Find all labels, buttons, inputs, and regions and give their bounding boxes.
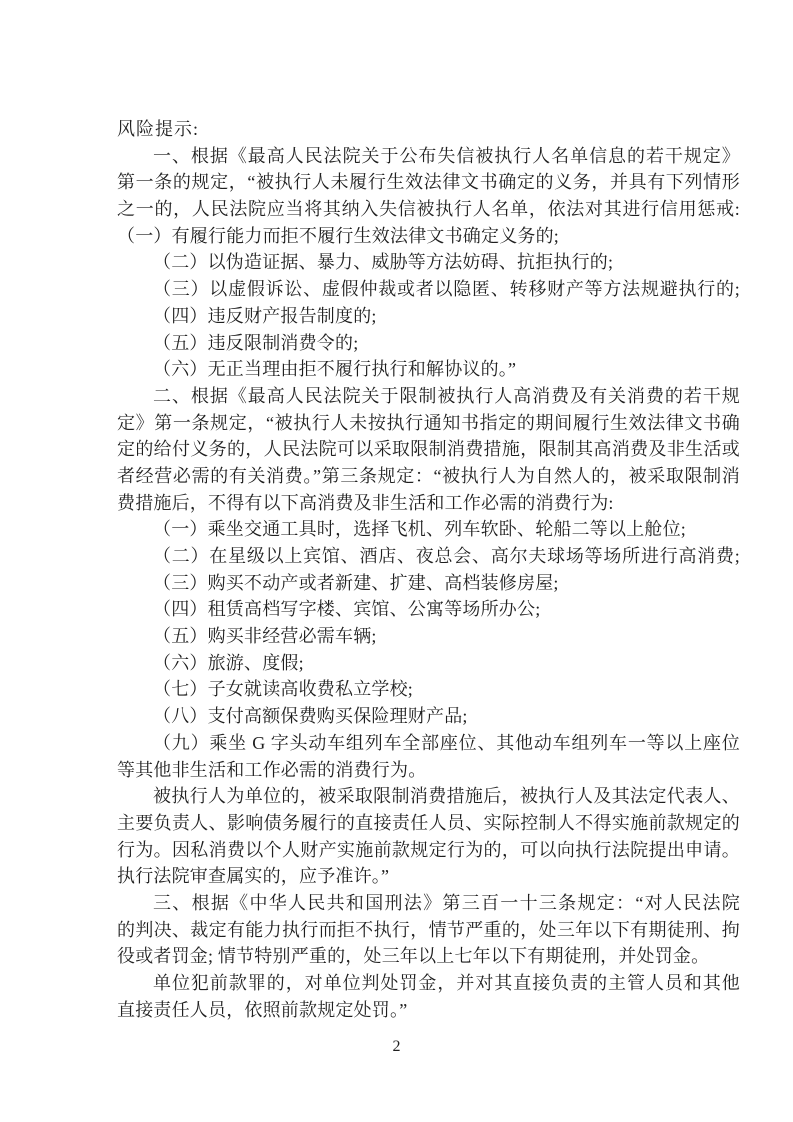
- text-line: （三）以虚假诉讼、虚假仲裁或者以隐匿、转移财产等方法规避执行的;: [153, 279, 740, 300]
- text-line: 单位犯前款罪的，对单位判处罚金，并对其直接负责的主管人员和其他: [153, 973, 740, 993]
- text-line: 之一的，人民法院应当将其纳入失信被执行人名单，依法对其进行信用惩戒:: [117, 199, 740, 220]
- text-line: 行为。因私消费以个人财产实施前款规定行为的，可以向执行法院提出申请。: [117, 839, 740, 860]
- text-line: （一）有履行能力而拒不履行生效法律文书确定义务的;: [117, 225, 559, 246]
- text-line: 役或者罚金; 情节特别严重的，处三年以上七年以下有期徒刑，并处罚金。: [117, 946, 710, 967]
- text-line: 第一条的规定，“被执行人未履行生效法律文书确定的义务，并具有下列情形: [117, 172, 740, 193]
- text-line: （四）违反财产报告制度的;: [153, 305, 377, 326]
- text-line: 被执行人为单位的，被采取限制消费措施后，被执行人及其法定代表人、: [153, 786, 740, 807]
- text-line: （五）违反限制消费令的;: [153, 332, 359, 353]
- text-line: （二）以伪造证据、暴力、威胁等方法妨碍、抗拒执行的;: [153, 252, 614, 273]
- text-line: （九）乘坐 G 字头动车组列车全部座位、其他动车组列车一等以上座位: [153, 732, 740, 753]
- text-line: 执行法院审查属实的，应予准许。”: [117, 866, 390, 887]
- document-body: [117, 116, 740, 1023]
- text-line: 定》第一条规定，“被执行人未按执行通知书指定的期间履行生效法律文书确: [117, 412, 740, 433]
- text-line: 主要负责人、影响债务履行的直接责任人员、实际控制人不得实施前款规定的: [117, 812, 740, 833]
- text-line: 费措施后，不得有以下高消费及非生活和工作必需的消费行为:: [117, 492, 614, 513]
- text-line: （六）无正当理由拒不履行执行和解协议的。”: [153, 359, 517, 380]
- page-number: 2: [392, 1038, 401, 1055]
- risk-notice-heading: 风险提示:: [117, 119, 200, 139]
- text-line: 等其他非生活和工作必需的消费行为。: [117, 759, 427, 780]
- text-line: （八）支付高额保费购买保险理财产品;: [153, 706, 468, 727]
- text-line: 直接责任人员，依照前款规定处罚。”: [117, 999, 408, 1020]
- text-line: （七）子女就读高收费私立学校;: [153, 679, 413, 700]
- text-line: （六）旅游、度假;: [153, 652, 304, 673]
- text-line: 二、根据《最高人民法院关于限制被执行人高消费及有关消费的若干规: [153, 385, 740, 406]
- text-line: （一）乘坐交通工具时，选择飞机、列车软卧、轮船二等以上舱位;: [153, 519, 686, 540]
- text-line: （五）购买非经营必需车辆;: [153, 626, 377, 647]
- text-line: 定的给付义务的，人民法院可以采取限制消费措施，限制其高消费及非生活或: [117, 439, 740, 460]
- text-line: （三）购买不动产或者新建、扩建、高档装修房屋;: [153, 572, 559, 593]
- text-line: 一、根据《最高人民法院关于公布失信被执行人名单信息的若干规定》: [153, 145, 740, 166]
- text-line: 者经营必需的有关消费。”第三条规定：“被执行人为自然人的，被采取限制消: [117, 465, 740, 486]
- text-line: 三、根据《中华人民共和国刑法》第三百一十三条规定：“对人民法院: [153, 892, 740, 913]
- text-lines: [117, 143, 740, 1024]
- text-line: （二）在星级以上宾馆、酒店、夜总会、高尔夫球场等场所进行高消费;: [153, 546, 740, 566]
- text-line: 的判决、裁定有能力执行而拒不执行，情节严重的，处三年以下有期徒刑、拘: [117, 919, 740, 940]
- text-line: （四）租赁高档写字楼、宾馆、公寓等场所办公;: [153, 599, 541, 620]
